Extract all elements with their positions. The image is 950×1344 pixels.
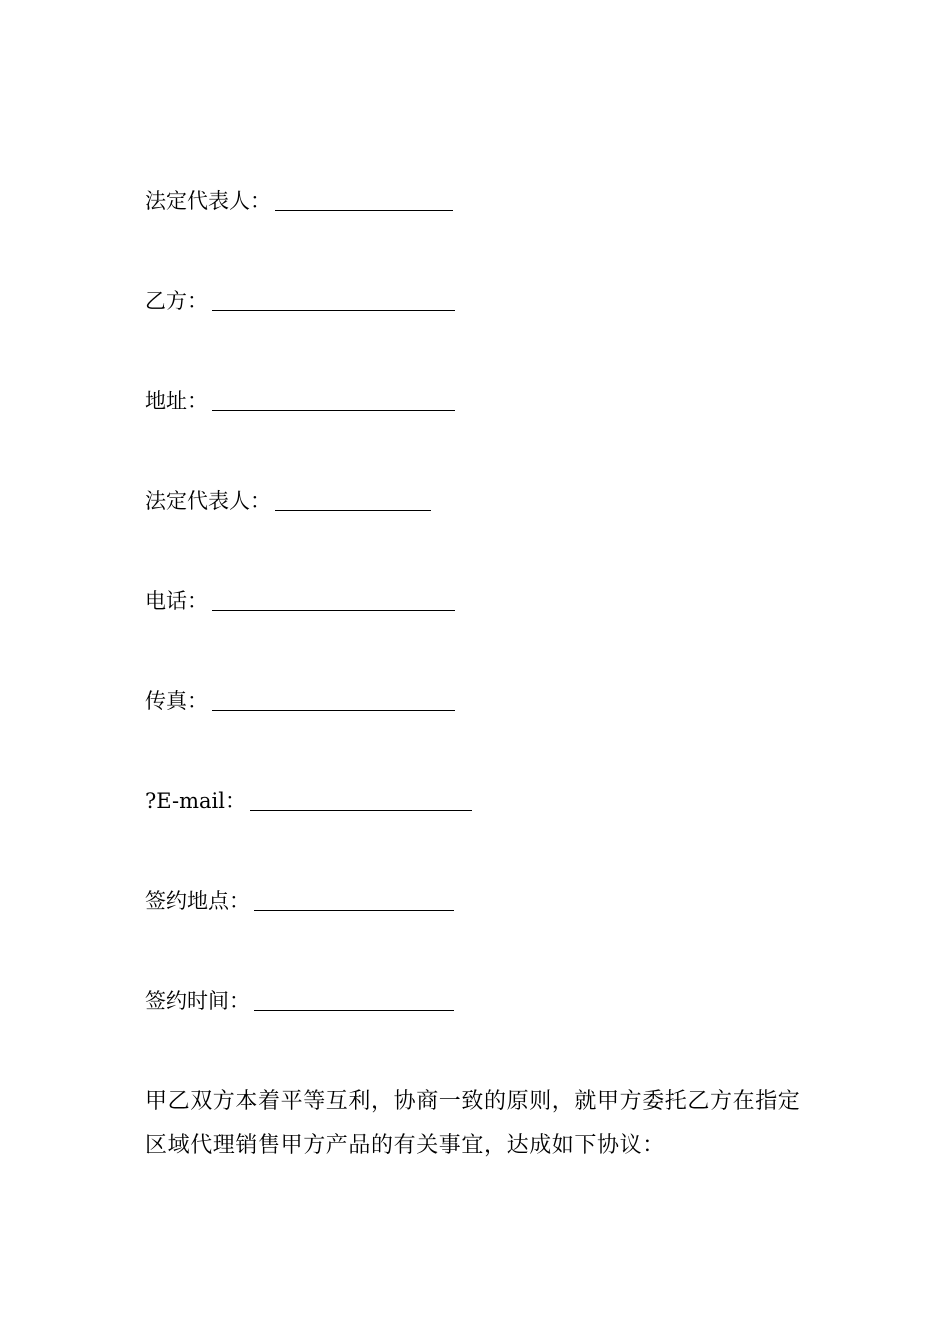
paragraph-line: 区域代理销售甲方产品的有关事宜，达成如下协议： — [145, 1133, 665, 1158]
field-label: 签约时间： — [145, 989, 250, 1013]
address-field — [145, 386, 455, 416]
email-field — [145, 786, 472, 816]
fill-in-blank — [212, 390, 455, 411]
field-label: 法定代表人： — [145, 189, 271, 213]
phone-field — [145, 586, 455, 616]
paragraph-line: 甲乙双方本着平等互利，协商一致的原则，就甲方委托乙方在指定 — [145, 1089, 801, 1114]
party-b-field — [145, 286, 455, 316]
fill-in-blank — [254, 890, 454, 911]
agreement-intro-paragraph — [145, 1080, 815, 1168]
field-label: 传真： — [145, 689, 208, 713]
fill-in-blank — [275, 190, 453, 211]
field-label: 乙方： — [145, 289, 208, 313]
field-label: 签约地点： — [145, 889, 250, 913]
signing-place-field — [145, 886, 454, 916]
field-label: 地址： — [145, 389, 208, 413]
legal-representative-field — [145, 186, 453, 216]
fill-in-blank — [212, 290, 455, 311]
fill-in-blank — [212, 690, 455, 711]
party-b-legal-representative-field — [145, 486, 431, 516]
field-label: 电话： — [145, 589, 208, 613]
signing-time-field — [145, 986, 454, 1016]
field-label: ?E-mail： — [145, 789, 246, 813]
fill-in-blank — [212, 590, 455, 611]
fill-in-blank — [254, 990, 454, 1011]
fill-in-blank — [250, 790, 472, 811]
fill-in-blank — [275, 490, 431, 511]
fax-field — [145, 686, 455, 716]
field-label: 法定代表人： — [145, 489, 271, 513]
